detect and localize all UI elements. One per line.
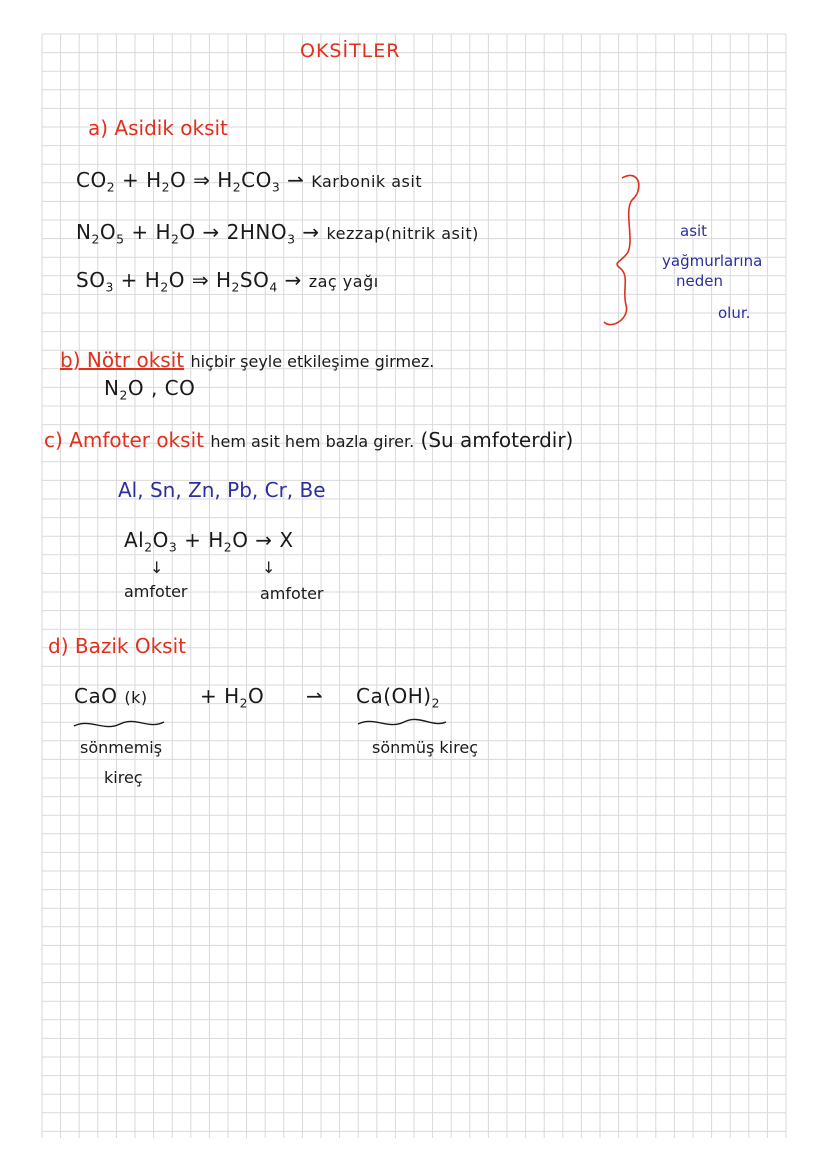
amfoter-label-2: amfoter xyxy=(260,584,324,603)
section-c-row xyxy=(44,430,573,450)
zac-yagi-label: zaç yağı xyxy=(308,272,379,291)
equation-so3: $SO_3 + H_2O$ ⇒ $H_2SO_4$ → zaç yağı xyxy=(76,268,379,295)
kirec-label: kireç xyxy=(104,768,143,787)
side-note-line1: asit xyxy=(680,222,708,240)
section-b-heading: b) Nötr oksit xyxy=(60,348,185,372)
reaction-arrow: ⇀ xyxy=(306,684,324,708)
side-note-line2: yağmurlarına xyxy=(662,252,763,270)
karbonik-asit-label: Karbonik asit xyxy=(311,172,423,191)
equation-al2o3: $Al_2O_3 + H_2O \to X$ xyxy=(124,528,294,555)
amfoter-label-1: amfoter xyxy=(124,582,188,601)
amfoter-description: hem asit hem bazla girer. xyxy=(210,432,415,451)
down-arrow-2: ↓ xyxy=(262,558,276,577)
equation-n2o5: $N_2O_5 + H_2O \to 2HNO_3$ → kezzap(nitrik asit) xyxy=(76,220,479,247)
kezzap-label: kezzap(nitrik asit) xyxy=(326,224,479,243)
su-amfoter-note: (Su amfoterdir) xyxy=(420,428,574,452)
amfoter-elements: Al, Sn, Zn, Pb, Cr, Be xyxy=(118,478,326,502)
notr-examples: $N_2O$ , CO xyxy=(104,376,196,403)
side-note-line4: olur. xyxy=(718,304,751,322)
section-c-heading: c) Amfoter oksit xyxy=(44,428,204,452)
equation-co2: $CO_2 + H_2O$ ⇒ $H_2CO_3$ ⇀ Karbonik asit xyxy=(76,168,423,195)
side-note-line3: neden xyxy=(676,272,723,290)
sonmemis-label: sönmemiş xyxy=(80,738,163,757)
water-reactant: + $H_2O$ xyxy=(200,684,265,711)
down-arrow-1: ↓ xyxy=(150,558,164,577)
notr-description: hiçbir şeyle etkileşime girmez. xyxy=(190,352,435,371)
section-b-row xyxy=(60,350,434,370)
section-a-heading: a) Asidik oksit xyxy=(88,116,228,140)
section-d-heading: d) Bazik Oksit xyxy=(48,634,186,658)
caoh2-product: $Ca(OH)_2$ xyxy=(356,684,440,711)
sonmus-kirec-label: sönmüş kireç xyxy=(372,738,478,757)
cao-reactant: CaO (k) xyxy=(74,684,148,708)
page-title: OKSİTLER xyxy=(300,40,401,62)
